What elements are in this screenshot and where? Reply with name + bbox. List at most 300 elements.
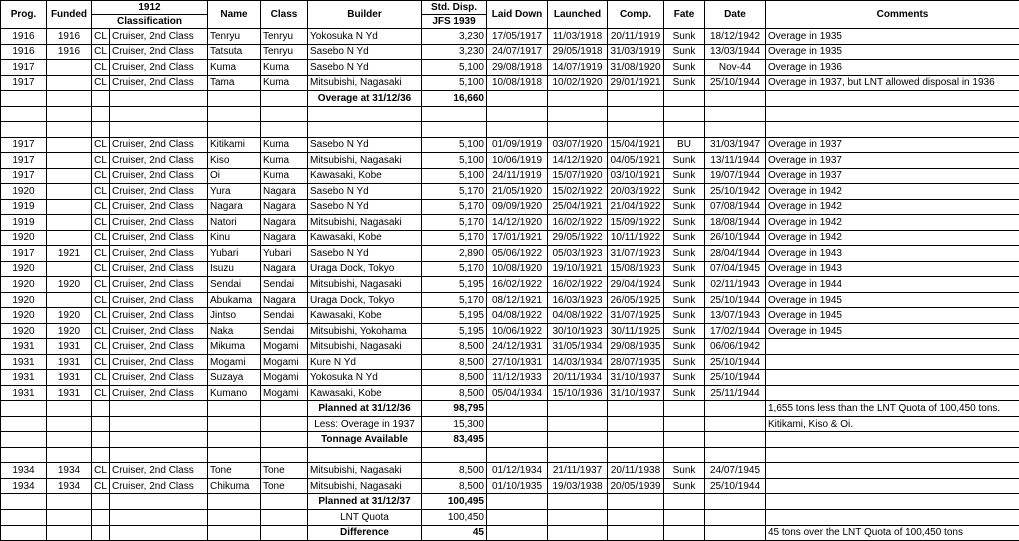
summary-value: 100,495: [422, 494, 487, 510]
date-cell: 06/06/1942: [705, 339, 766, 355]
header-date: Date: [705, 1, 766, 29]
name-cell: Isuzu: [208, 261, 261, 277]
blank-cell: [47, 494, 92, 510]
funded-cell: 1931: [47, 339, 92, 355]
type-cell: CL: [92, 277, 110, 293]
class-cell: Nagara: [261, 292, 308, 308]
funded-cell: [47, 184, 92, 200]
type-cell: CL: [92, 168, 110, 184]
blank-cell: [548, 122, 608, 138]
blank-cell: [487, 525, 548, 541]
table-row: [1, 230, 1019, 246]
blank-cell: [1, 447, 47, 463]
comments-cell: Overage in 1942: [766, 215, 1019, 231]
fate-cell: Sunk: [664, 261, 705, 277]
blank-cell: [608, 509, 664, 525]
type-cell: CL: [92, 153, 110, 169]
classification-cell: Cruiser, 2nd Class: [110, 370, 208, 386]
blank-cell: [664, 494, 705, 510]
blank-cell: [705, 416, 766, 432]
laid-down-cell: 16/02/1922: [487, 277, 548, 293]
launched-cell: 14/12/1920: [548, 153, 608, 169]
laid-down-cell: 14/12/1920: [487, 215, 548, 231]
prog-cell: 1920: [1, 292, 47, 308]
table-row: [1, 463, 1019, 479]
comp-cell: 31/07/1925: [608, 308, 664, 324]
funded-cell: 1916: [47, 29, 92, 45]
header-classification-2: Classification: [92, 15, 208, 29]
builder-cell: Sasebo N Yd: [308, 184, 422, 200]
prog-cell: 1920: [1, 277, 47, 293]
funded-cell: 1916: [47, 44, 92, 60]
blank-cell: [548, 432, 608, 448]
table-row: [1, 199, 1019, 215]
laid-down-cell: 10/06/1922: [487, 323, 548, 339]
funded-cell: [47, 137, 92, 153]
laid-down-cell: 01/12/1934: [487, 463, 548, 479]
fate-cell: Sunk: [664, 478, 705, 494]
blank-cell: [261, 494, 308, 510]
blank-cell: [487, 432, 548, 448]
type-cell: CL: [92, 261, 110, 277]
date-cell: 13/07/1943: [705, 308, 766, 324]
class-cell: Mogami: [261, 370, 308, 386]
disp-cell: 5,100: [422, 168, 487, 184]
classification-cell: Cruiser, 2nd Class: [110, 261, 208, 277]
name-cell: Chikuma: [208, 478, 261, 494]
blank-cell: [208, 122, 261, 138]
fate-cell: BU: [664, 137, 705, 153]
header-comp: Comp.: [608, 1, 664, 29]
blank-cell: [664, 509, 705, 525]
builder-cell: Mitsubishi, Nagasaki: [308, 75, 422, 91]
prog-cell: 1934: [1, 478, 47, 494]
launched-cell: 03/07/1920: [548, 137, 608, 153]
class-cell: Nagara: [261, 215, 308, 231]
date-cell: 13/11/1944: [705, 153, 766, 169]
date-cell: 18/12/1942: [705, 29, 766, 45]
name-cell: Kumano: [208, 385, 261, 401]
name-cell: Tone: [208, 463, 261, 479]
comp-cell: 30/11/1925: [608, 323, 664, 339]
type-cell: CL: [92, 339, 110, 355]
blank-cell: [705, 401, 766, 417]
launched-cell: 15/07/1920: [548, 168, 608, 184]
blank-cell: [705, 122, 766, 138]
blank-cell: [422, 122, 487, 138]
builder-cell: Uraga Dock, Tokyo: [308, 292, 422, 308]
disp-cell: 5,100: [422, 153, 487, 169]
launched-cell: 31/05/1934: [548, 339, 608, 355]
class-cell: Kuma: [261, 75, 308, 91]
date-cell: 02/11/1943: [705, 277, 766, 293]
prog-cell: 1919: [1, 215, 47, 231]
date-cell: 07/04/1945: [705, 261, 766, 277]
summary-value: 98,795: [422, 401, 487, 417]
disp-cell: 5,170: [422, 292, 487, 308]
blank-cell: [110, 432, 208, 448]
disp-cell: 3,230: [422, 29, 487, 45]
launched-cell: 19/10/1921: [548, 261, 608, 277]
disp-cell: 5,170: [422, 230, 487, 246]
name-cell: Tenryu: [208, 29, 261, 45]
name-cell: Yura: [208, 184, 261, 200]
funded-cell: [47, 215, 92, 231]
comments-cell: Kitikami, Kiso & Oi.: [766, 416, 1019, 432]
summary-row: [1, 432, 1019, 448]
table-row: [1, 44, 1019, 60]
disp-cell: 5,100: [422, 137, 487, 153]
builder-cell: Yokosuka N Yd: [308, 370, 422, 386]
laid-down-cell: 10/08/1918: [487, 75, 548, 91]
comments-cell: [766, 370, 1019, 386]
table-row: [1, 261, 1019, 277]
name-cell: Naka: [208, 323, 261, 339]
date-cell: 24/07/1945: [705, 463, 766, 479]
funded-cell: 1931: [47, 354, 92, 370]
classification-cell: Cruiser, 2nd Class: [110, 478, 208, 494]
blank-cell: [664, 401, 705, 417]
classification-cell: Cruiser, 2nd Class: [110, 215, 208, 231]
blank-row: [1, 447, 1019, 463]
comments-cell: [766, 478, 1019, 494]
fate-cell: Sunk: [664, 246, 705, 262]
class-cell: Kuma: [261, 137, 308, 153]
funded-cell: [47, 292, 92, 308]
header-disp-2: JFS 1939: [422, 15, 487, 29]
blank-cell: [208, 494, 261, 510]
blank-cell: [261, 122, 308, 138]
builder-cell: Mitsubishi, Nagasaki: [308, 339, 422, 355]
blank-cell: [705, 106, 766, 122]
blank-cell: [705, 432, 766, 448]
builder-cell: Mitsubishi, Nagasaki: [308, 153, 422, 169]
builder-cell: Uraga Dock, Tokyo: [308, 261, 422, 277]
laid-down-cell: 24/07/1917: [487, 44, 548, 60]
date-cell: 25/10/1944: [705, 354, 766, 370]
launched-cell: 25/04/1921: [548, 199, 608, 215]
type-cell: CL: [92, 230, 110, 246]
comp-cell: 15/09/1922: [608, 215, 664, 231]
builder-cell: Kawasaki, Kobe: [308, 230, 422, 246]
comp-cell: 20/03/1922: [608, 184, 664, 200]
blank-cell: [766, 122, 1019, 138]
type-cell: CL: [92, 44, 110, 60]
comp-cell: 29/04/1924: [608, 277, 664, 293]
type-cell: CL: [92, 323, 110, 339]
name-cell: Jintso: [208, 308, 261, 324]
class-cell: Kuma: [261, 168, 308, 184]
disp-cell: 5,170: [422, 199, 487, 215]
table-row: [1, 184, 1019, 200]
date-cell: 19/07/1944: [705, 168, 766, 184]
blank-cell: [110, 494, 208, 510]
laid-down-cell: 17/05/1917: [487, 29, 548, 45]
name-cell: Yubari: [208, 246, 261, 262]
date-cell: Nov-44: [705, 60, 766, 76]
header-builder: Builder: [308, 1, 422, 29]
blank-cell: [47, 432, 92, 448]
comments-cell: Overage in 1945: [766, 323, 1019, 339]
classification-cell: Cruiser, 2nd Class: [110, 323, 208, 339]
class-cell: Tone: [261, 463, 308, 479]
blank-cell: [92, 401, 110, 417]
comments-cell: Overage in 1937: [766, 168, 1019, 184]
blank-cell: [110, 447, 208, 463]
class-cell: Mogami: [261, 339, 308, 355]
prog-cell: 1920: [1, 261, 47, 277]
blank-cell: [608, 91, 664, 107]
header-classification: 1912: [92, 1, 208, 15]
builder-cell: Mitsubishi, Yokohama: [308, 323, 422, 339]
fate-cell: Sunk: [664, 277, 705, 293]
table-row: [1, 60, 1019, 76]
comments-cell: [766, 432, 1019, 448]
fate-cell: Sunk: [664, 29, 705, 45]
prog-cell: 1931: [1, 339, 47, 355]
laid-down-cell: 17/01/1921: [487, 230, 548, 246]
comments-cell: Overage in 1944: [766, 277, 1019, 293]
comments-cell: [766, 91, 1019, 107]
name-cell: Kitikami: [208, 137, 261, 153]
class-cell: Kuma: [261, 153, 308, 169]
blank-cell: [47, 122, 92, 138]
comp-cell: 31/08/1920: [608, 60, 664, 76]
blank-cell: [47, 106, 92, 122]
blank-cell: [47, 447, 92, 463]
funded-cell: 1934: [47, 478, 92, 494]
comments-cell: [766, 339, 1019, 355]
laid-down-cell: 01/10/1935: [487, 478, 548, 494]
classification-cell: Cruiser, 2nd Class: [110, 137, 208, 153]
blank-cell: [92, 525, 110, 541]
class-cell: Yubari: [261, 246, 308, 262]
blank-cell: [47, 525, 92, 541]
blank-cell: [261, 91, 308, 107]
table-row: [1, 385, 1019, 401]
comp-cell: 10/11/1922: [608, 230, 664, 246]
comments-cell: Overage in 1945: [766, 292, 1019, 308]
table-row: [1, 137, 1019, 153]
summary-row: [1, 494, 1019, 510]
blank-cell: [208, 106, 261, 122]
laid-down-cell: 01/09/1919: [487, 137, 548, 153]
blank-cell: [487, 106, 548, 122]
table-row: [1, 478, 1019, 494]
blank-cell: [664, 447, 705, 463]
blank-cell: [47, 401, 92, 417]
funded-cell: [47, 261, 92, 277]
launched-cell: 15/10/1936: [548, 385, 608, 401]
blank-cell: [548, 91, 608, 107]
date-cell: 25/10/1944: [705, 370, 766, 386]
date-cell: 25/10/1944: [705, 478, 766, 494]
summary-value: 45: [422, 525, 487, 541]
disp-cell: 2,890: [422, 246, 487, 262]
prog-cell: 1917: [1, 75, 47, 91]
comp-cell: 31/03/1919: [608, 44, 664, 60]
laid-down-cell: 05/04/1934: [487, 385, 548, 401]
builder-cell: Yokosuka N Yd: [308, 29, 422, 45]
blank-cell: [92, 122, 110, 138]
blank-cell: [705, 525, 766, 541]
fate-cell: Sunk: [664, 385, 705, 401]
laid-down-cell: 09/09/1920: [487, 199, 548, 215]
builder-cell: Mitsubishi, Nagasaki: [308, 215, 422, 231]
builder-cell: Mitsubishi, Nagasaki: [308, 463, 422, 479]
launched-cell: 14/07/1919: [548, 60, 608, 76]
date-cell: 25/10/1942: [705, 184, 766, 200]
table-row: [1, 354, 1019, 370]
name-cell: Abukama: [208, 292, 261, 308]
prog-cell: 1917: [1, 153, 47, 169]
prog-cell: 1916: [1, 44, 47, 60]
comments-cell: Overage in 1942: [766, 184, 1019, 200]
table-row: [1, 308, 1019, 324]
disp-cell: 8,500: [422, 339, 487, 355]
launched-cell: 04/08/1922: [548, 308, 608, 324]
blank-cell: [1, 494, 47, 510]
table-row: [1, 153, 1019, 169]
launched-cell: 05/03/1923: [548, 246, 608, 262]
comments-cell: 1,655 tons less than the LNT Quota of 100,450 tons.: [766, 401, 1019, 417]
class-cell: Tenryu: [261, 29, 308, 45]
blank-cell: [110, 106, 208, 122]
class-cell: Nagara: [261, 230, 308, 246]
name-cell: Tama: [208, 75, 261, 91]
fate-cell: Sunk: [664, 308, 705, 324]
blank-cell: [261, 106, 308, 122]
classification-cell: Cruiser, 2nd Class: [110, 44, 208, 60]
fate-cell: Sunk: [664, 292, 705, 308]
name-cell: Kuma: [208, 60, 261, 76]
summary-label: Planned at 31/12/36: [308, 401, 422, 417]
laid-down-cell: 24/11/1919: [487, 168, 548, 184]
launched-cell: 16/02/1922: [548, 215, 608, 231]
name-cell: Mikuma: [208, 339, 261, 355]
classification-cell: Cruiser, 2nd Class: [110, 168, 208, 184]
fate-cell: Sunk: [664, 75, 705, 91]
comments-cell: Overage in 1943: [766, 261, 1019, 277]
comments-cell: Overage in 1937: [766, 137, 1019, 153]
disp-cell: 5,170: [422, 184, 487, 200]
fate-cell: Sunk: [664, 60, 705, 76]
blank-cell: [261, 525, 308, 541]
fate-cell: Sunk: [664, 168, 705, 184]
name-cell: Kiso: [208, 153, 261, 169]
name-cell: Tatsuta: [208, 44, 261, 60]
blank-cell: [1, 416, 47, 432]
blank-cell: [487, 122, 548, 138]
classification-cell: Cruiser, 2nd Class: [110, 199, 208, 215]
blank-cell: [548, 509, 608, 525]
blank-cell: [548, 447, 608, 463]
class-cell: Tenryu: [261, 44, 308, 60]
fate-cell: Sunk: [664, 463, 705, 479]
fate-cell: Sunk: [664, 215, 705, 231]
type-cell: CL: [92, 292, 110, 308]
disp-cell: 5,170: [422, 215, 487, 231]
classification-cell: Cruiser, 2nd Class: [110, 75, 208, 91]
blank-cell: [110, 525, 208, 541]
builder-cell: Mitsubishi, Nagasaki: [308, 277, 422, 293]
blank-cell: [608, 106, 664, 122]
blank-cell: [487, 401, 548, 417]
launched-cell: 11/03/1918: [548, 29, 608, 45]
disp-cell: 5,100: [422, 75, 487, 91]
blank-cell: [1, 106, 47, 122]
summary-label: Tonnage Available: [308, 432, 422, 448]
summary-row: [1, 416, 1019, 432]
blank-cell: [422, 447, 487, 463]
launched-cell: 30/10/1923: [548, 323, 608, 339]
comp-cell: 31/10/1937: [608, 385, 664, 401]
comp-cell: 21/04/1922: [608, 199, 664, 215]
blank-cell: [208, 91, 261, 107]
class-cell: Sendai: [261, 277, 308, 293]
header-disp: Std. Disp.: [422, 1, 487, 15]
summary-value: 15,300: [422, 416, 487, 432]
blank-cell: [608, 401, 664, 417]
date-cell: 17/02/1944: [705, 323, 766, 339]
blank-cell: [308, 447, 422, 463]
date-cell: 25/11/1944: [705, 385, 766, 401]
blank-cell: [608, 432, 664, 448]
summary-label: Overage at 31/12/36: [308, 91, 422, 107]
header-funded: Funded: [47, 1, 92, 29]
blank-cell: [1, 122, 47, 138]
fate-cell: Sunk: [664, 354, 705, 370]
blank-cell: [487, 91, 548, 107]
prog-cell: 1931: [1, 385, 47, 401]
funded-cell: 1920: [47, 277, 92, 293]
comp-cell: 29/08/1935: [608, 339, 664, 355]
comments-cell: Overage in 1935: [766, 29, 1019, 45]
blank-cell: [92, 416, 110, 432]
launched-cell: 10/02/1920: [548, 75, 608, 91]
comp-cell: 31/10/1937: [608, 370, 664, 386]
blank-cell: [487, 416, 548, 432]
blank-cell: [664, 416, 705, 432]
funded-cell: 1934: [47, 463, 92, 479]
funded-cell: [47, 199, 92, 215]
comments-cell: Overage in 1945: [766, 308, 1019, 324]
blank-cell: [608, 122, 664, 138]
disp-cell: 8,500: [422, 370, 487, 386]
name-cell: Sendai: [208, 277, 261, 293]
blank-cell: [487, 494, 548, 510]
builder-cell: Kawasaki, Kobe: [308, 385, 422, 401]
blank-cell: [110, 91, 208, 107]
type-cell: CL: [92, 385, 110, 401]
builder-cell: Sasebo N Yd: [308, 246, 422, 262]
blank-cell: [548, 494, 608, 510]
builder-cell: Sasebo N Yd: [308, 137, 422, 153]
blank-cell: [261, 416, 308, 432]
classification-cell: Cruiser, 2nd Class: [110, 308, 208, 324]
summary-row: [1, 509, 1019, 525]
blank-cell: [47, 416, 92, 432]
comp-cell: 04/05/1921: [608, 153, 664, 169]
blank-cell: [110, 509, 208, 525]
blank-cell: [548, 525, 608, 541]
builder-cell: Mitsubishi, Nagasaki: [308, 478, 422, 494]
comp-cell: 15/08/1923: [608, 261, 664, 277]
blank-cell: [766, 447, 1019, 463]
blank-cell: [208, 401, 261, 417]
comp-cell: 28/07/1935: [608, 354, 664, 370]
blank-cell: [110, 401, 208, 417]
